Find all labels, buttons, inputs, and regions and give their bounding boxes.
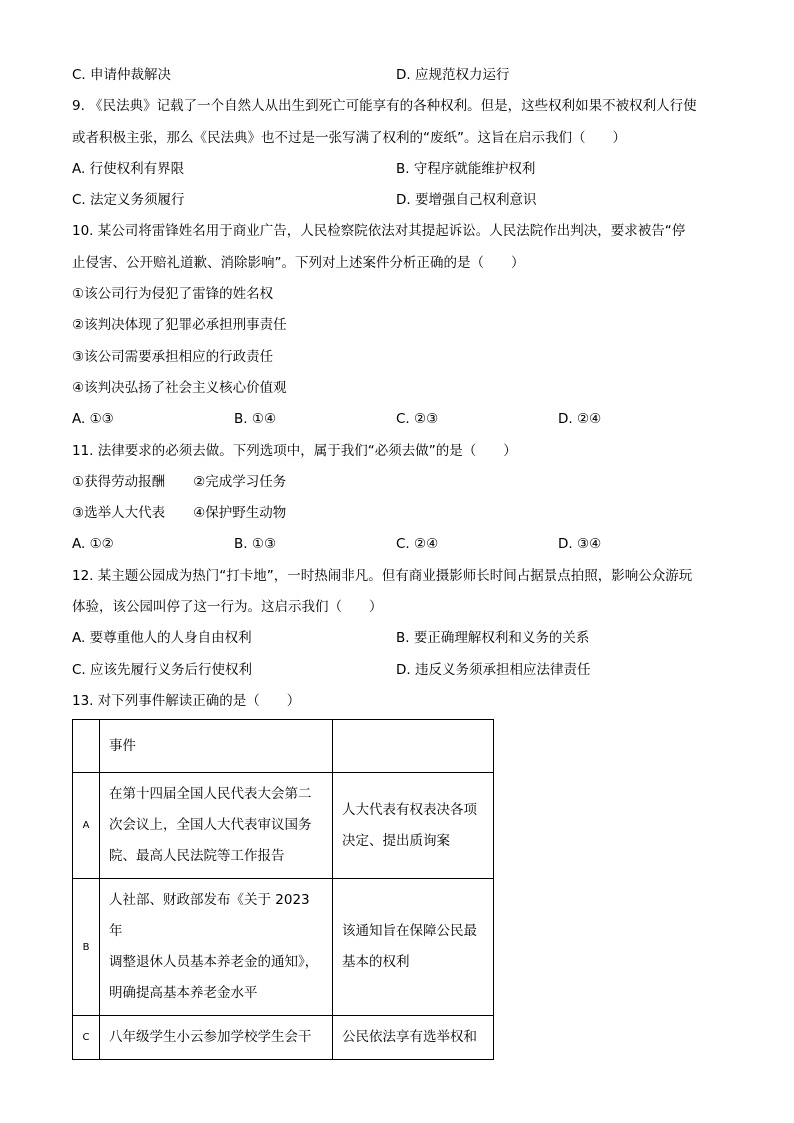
event-line: 八年级学生小云参加学校学生会干 — [109, 1029, 312, 1046]
statement: ②完成学习任务 — [193, 473, 287, 490]
option[interactable]: A. ①② — [72, 536, 114, 553]
analysis-line: 该通知旨在保障公民最 — [342, 923, 477, 940]
exam-page — [72, 60, 722, 1060]
option[interactable]: B. ①④ — [234, 411, 277, 428]
option[interactable]: C. 应该先履行义务后行使权利 — [72, 661, 253, 678]
analysis-cell — [333, 1016, 494, 1060]
option[interactable]: B. 守程序就能维护权利 — [396, 160, 536, 177]
q12-options-row1 — [72, 623, 722, 654]
event-line: 在第十四届全国人民代表大会第二 — [109, 786, 312, 803]
statement: ④保护野生动物 — [193, 505, 287, 522]
question-stem: 11. 法律要求的必须去做。下列选项中，属于我们“必须去做”的是（ ） — [72, 442, 517, 459]
q9-options-row1 — [72, 154, 722, 185]
option[interactable]: C. 申请仲裁解决 — [72, 67, 172, 83]
question-stem: 体验，该公园叫停了这一行为。这启示我们（ ） — [72, 599, 383, 616]
option[interactable]: A. ①③ — [72, 411, 114, 428]
option[interactable]: D. 应规范权力运行 — [396, 67, 510, 83]
statement: ③该公司需要承担相应的行政责任 — [72, 348, 274, 365]
question-stem: 13. 对下列事件解读正确的是（ ） — [72, 692, 301, 709]
event-cell — [100, 773, 333, 879]
table-row — [73, 879, 494, 1016]
event-line: 次会议上，全国人大代表审议国务 — [109, 817, 312, 834]
q11-options — [72, 529, 722, 560]
event-line: 人社部、财政部发布《关于 2023 年 — [109, 892, 310, 940]
event-line: 明确提高基本养老金水平 — [109, 985, 258, 1002]
statement: ④该判决弘扬了社会主义核心价值观 — [72, 379, 287, 396]
event-line: 调整退休人员基本养老金的通知》， — [109, 954, 319, 971]
option[interactable]: A. 要尊重他人的人身自由权利 — [72, 630, 252, 647]
table-cell — [333, 720, 494, 773]
option[interactable]: D. ③④ — [558, 536, 602, 553]
question-stem: 10. 某公司将雷锋姓名用于商业广告，人民检察院依法对其提起诉讼。人民法院作出判决，要求被告“停 — [72, 223, 686, 240]
analysis-cell — [333, 879, 494, 1016]
q9-options-row2 — [72, 185, 722, 216]
option[interactable]: C. 法定义务须履行 — [72, 192, 185, 209]
option[interactable]: A. 行使权利有界限 — [72, 160, 185, 177]
table-row — [73, 1016, 494, 1060]
question-stem: 9. 《民法典》记载了一个自然人从出生到死亡可能享有的各种权利。但是，这些权利如果不被权利人行使 — [72, 98, 697, 115]
analysis-line: 人大代表有权表决各项 — [342, 801, 477, 818]
events-table — [72, 719, 494, 1060]
option[interactable]: C. ②③ — [396, 411, 439, 428]
q12-options-row2 — [72, 655, 722, 686]
q8-options — [72, 60, 722, 91]
analysis-line: 基本的权利 — [342, 954, 410, 971]
option[interactable]: C. ②④ — [396, 536, 439, 553]
option[interactable]: D. 要增强自己权利意识 — [396, 192, 537, 209]
table-cell — [73, 720, 100, 773]
option[interactable]: B. ①③ — [234, 536, 277, 553]
event-cell — [100, 879, 333, 1016]
table-header-row — [73, 720, 494, 773]
table-header-event: 事件 — [100, 720, 333, 773]
option[interactable]: D. 违反义务须承担相应法律责任 — [396, 661, 591, 678]
statement: ③选举人大代表 — [72, 505, 166, 522]
analysis-cell — [333, 773, 494, 879]
analysis-line: 决定、提出质询案 — [342, 832, 450, 849]
table-row — [73, 773, 494, 879]
statements-row — [72, 498, 722, 529]
option[interactable]: D. ②④ — [558, 411, 602, 428]
event-line: 院、最高人民法院等工作报告 — [109, 848, 285, 865]
question-stem: 或者积极主张，那么《民法典》也不过是一张写满了权利的“废纸”。这旨在启示我们（ ） — [72, 129, 626, 146]
question-stem: 12. 某主题公园成为热门“打卡地”，一时热闹非凡。但有商业摄影师长时间占据景点拍照，影响公众游玩 — [72, 567, 693, 584]
statements-row — [72, 467, 722, 498]
row-key: B — [73, 879, 100, 1016]
statement: ①该公司行为侵犯了雷锋的姓名权 — [72, 286, 274, 303]
statement: ②该判决体现了犯罪必承担刑事责任 — [72, 317, 287, 334]
question-stem: 止侵害、公开赔礼道歉、消除影响”。下列对上述案件分析正确的是（ ） — [72, 254, 525, 271]
analysis-line: 公民依法享有选举权和 — [342, 1029, 477, 1046]
row-key: C — [73, 1016, 100, 1060]
event-cell — [100, 1016, 333, 1060]
q10-options — [72, 404, 722, 435]
statement: ①获得劳动报酬 — [72, 473, 166, 490]
row-key: A — [73, 773, 100, 879]
option[interactable]: B. 要正确理解权利和义务的关系 — [396, 630, 590, 647]
